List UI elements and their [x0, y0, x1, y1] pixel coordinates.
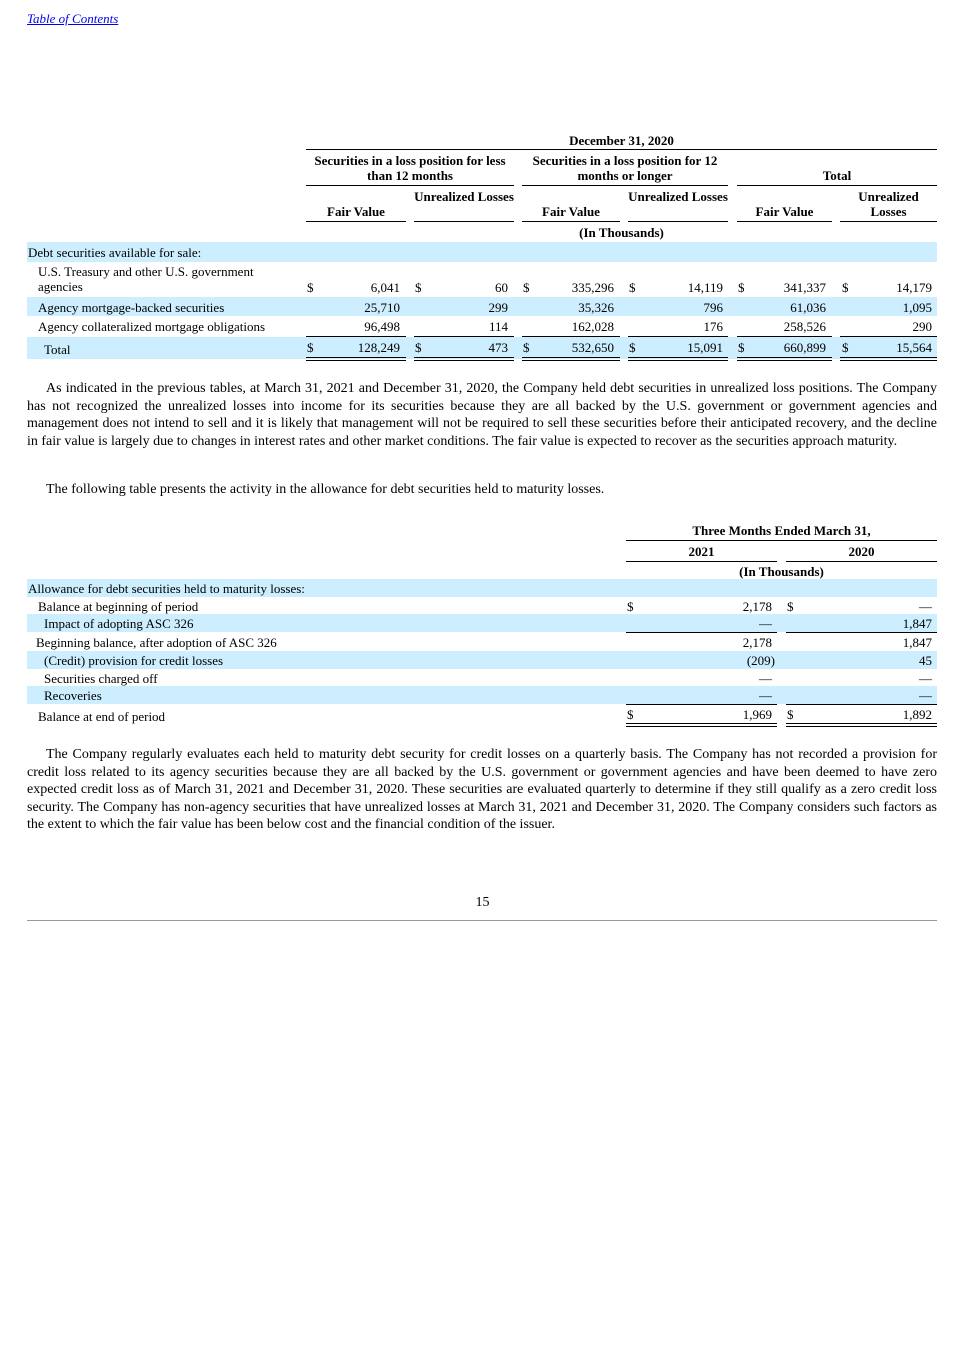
table1-total-label: Total [44, 342, 71, 357]
table1-cell: 25,710 [364, 300, 400, 315]
table2-cell: — [759, 688, 772, 703]
table1-cell: 162,028 [571, 319, 614, 334]
table2-row-label: Securities charged off [44, 671, 158, 686]
table1-cell: 6,041 [370, 280, 400, 295]
dollar-sign: $ [415, 280, 422, 295]
table1-total-cell: 532,650 [571, 340, 614, 355]
paragraph-unrealized-losses: As indicated in the previous tables, at March 31, 2021 and December 31, 2020, the Company held debt securities in unrealized loss positions. The Company has not recognized the unrealized losses into income for its securities because they are all backed by the U.S. government or government agencies and management does not intend to sell and it is likely that management will not be required to sell these securities before their anticipated recovery, and the decline in fair value is largely due to changes in interest rates and other market conditions. The fair value is expected to recover as the securities approach maturity. [27, 381, 937, 449]
table1-cell: 14,119 [687, 280, 723, 295]
page-number: 15 [475, 895, 490, 910]
dollar-sign: $ [738, 340, 745, 355]
table2-cell: — [759, 671, 772, 686]
table2-period-header: Three Months Ended March 31, [692, 523, 871, 538]
table1-group-total: Total [822, 168, 852, 183]
table1-period-header: December 31, 2020 [569, 133, 674, 148]
dollar-sign: $ [627, 707, 634, 722]
table1-group-12plus: Securities in a loss position for 12 months or longer [532, 153, 718, 183]
table1-cell: 60 [495, 280, 508, 295]
table1-cell: 258,526 [783, 319, 826, 334]
table1-cell: 796 [703, 300, 723, 315]
table2-cell: — [919, 688, 932, 703]
dollar-sign: $ [307, 340, 314, 355]
table2-cell: 1,847 [902, 616, 932, 631]
table2-cell: — [919, 599, 932, 614]
table2-row-label: Balance at beginning of period [38, 599, 199, 614]
table1-col-unrealized: Unrealized Losses [858, 189, 919, 219]
table1-col-unrealized: Unrealized Losses [414, 189, 514, 204]
paragraph-credit-loss-evaluation: The Company regularly evaluates each held to maturity debt security for credit losses on a quarterly basis. The Company has not recorded a provision for credit loss related to its agency securities because they are all backed by the U.S. government or government agencies and have been deemed to have zero expected credit loss as of March 31, 2021 and December 31, 2020. These securities are evaluated quarterly to determine if they still qualify as a zero credit loss security. The Company has non-agency securities that have unrealized losses at March 31, 2021 and December 31, 2020. The Company considers such factors as the extent to which the fair value has been below cost and the financial condition of the issuer. [27, 747, 937, 832]
table2-year-2021: 2021 [688, 544, 715, 559]
table-of-contents-link[interactable]: Table of Contents [27, 11, 119, 26]
table1-total-cell: 660,899 [783, 340, 826, 355]
table2-cell: — [759, 616, 772, 631]
dollar-sign: $ [415, 340, 422, 355]
dollar-sign: $ [842, 340, 849, 355]
table1-col-unrealized: Unrealized Losses [628, 189, 728, 204]
dollar-sign: $ [787, 599, 794, 614]
table1-cell: 176 [703, 319, 723, 334]
table1-row-label: U.S. Treasury and other U.S. government agencies [38, 264, 254, 294]
table1-group-lt12: Securities in a loss position for less than 12 months [314, 153, 506, 183]
table1-cell: 290 [912, 319, 932, 334]
dollar-sign: $ [738, 280, 745, 295]
table2-total-cell: 1,892 [902, 707, 932, 722]
table1-total-cell: 15,091 [687, 340, 723, 355]
table1-row-label: Agency mortgage-backed securities [38, 300, 225, 315]
table1-cell: 35,326 [578, 300, 614, 315]
table2-section-label: Allowance for debt securities held to maturity losses: [28, 581, 305, 596]
dollar-sign: $ [307, 280, 314, 295]
dollar-sign: $ [842, 280, 849, 295]
table2-units: (In Thousands) [739, 564, 824, 579]
table2-cell: 1,847 [902, 635, 932, 650]
table2-row-label: (Credit) provision for credit losses [44, 653, 224, 668]
dollar-sign: $ [523, 340, 530, 355]
table2-cell: — [919, 671, 932, 686]
dollar-sign: $ [629, 340, 636, 355]
table2-total-label: Balance at end of period [38, 709, 166, 724]
table1-col-fair-value: Fair Value [755, 204, 814, 219]
table1-cell: 14,179 [896, 280, 932, 295]
table1-cell: 341,337 [783, 280, 826, 295]
table1-cell: 114 [488, 319, 508, 334]
table2-cell: 45 [919, 653, 932, 668]
table2-cell: (209) [746, 653, 775, 668]
table1-units: (In Thousands) [579, 225, 664, 240]
table2-row-label: Impact of adopting ASC 326 [44, 616, 194, 631]
table2-row-label: Recoveries [44, 688, 102, 703]
table1-col-fair-value: Fair Value [542, 204, 600, 219]
table2-cell: 2,178 [742, 599, 772, 614]
dollar-sign: $ [627, 599, 634, 614]
table2-total-cell: 1,969 [742, 707, 772, 722]
table1-cell: 1,095 [902, 300, 932, 315]
table1-cell: 61,036 [790, 300, 826, 315]
table2-cell: 2,178 [742, 635, 772, 650]
table1-total-cell: 15,564 [896, 340, 932, 355]
table1-row-label: Agency collateralized mortgage obligations [38, 319, 266, 334]
dollar-sign: $ [629, 280, 636, 295]
footer-divider [27, 920, 937, 921]
table1-col-fair-value: Fair Value [327, 204, 385, 219]
table1-cell: 96,498 [364, 319, 400, 334]
table1-total-cell: 473 [488, 340, 508, 355]
table1-cell: 299 [488, 300, 508, 315]
paragraph-allowance-intro: The following table presents the activity in the allowance for debt securities held to maturity losses. [46, 482, 605, 497]
table1-total-cell: 128,249 [357, 340, 400, 355]
table2-year-2020: 2020 [848, 544, 875, 559]
table2-row-label: Beginning balance, after adoption of ASC 326 [36, 635, 277, 650]
dollar-sign: $ [523, 280, 530, 295]
dollar-sign: $ [787, 707, 794, 722]
table1-cell: 335,296 [571, 280, 614, 295]
table1-section-label: Debt securities available for sale: [28, 245, 202, 260]
